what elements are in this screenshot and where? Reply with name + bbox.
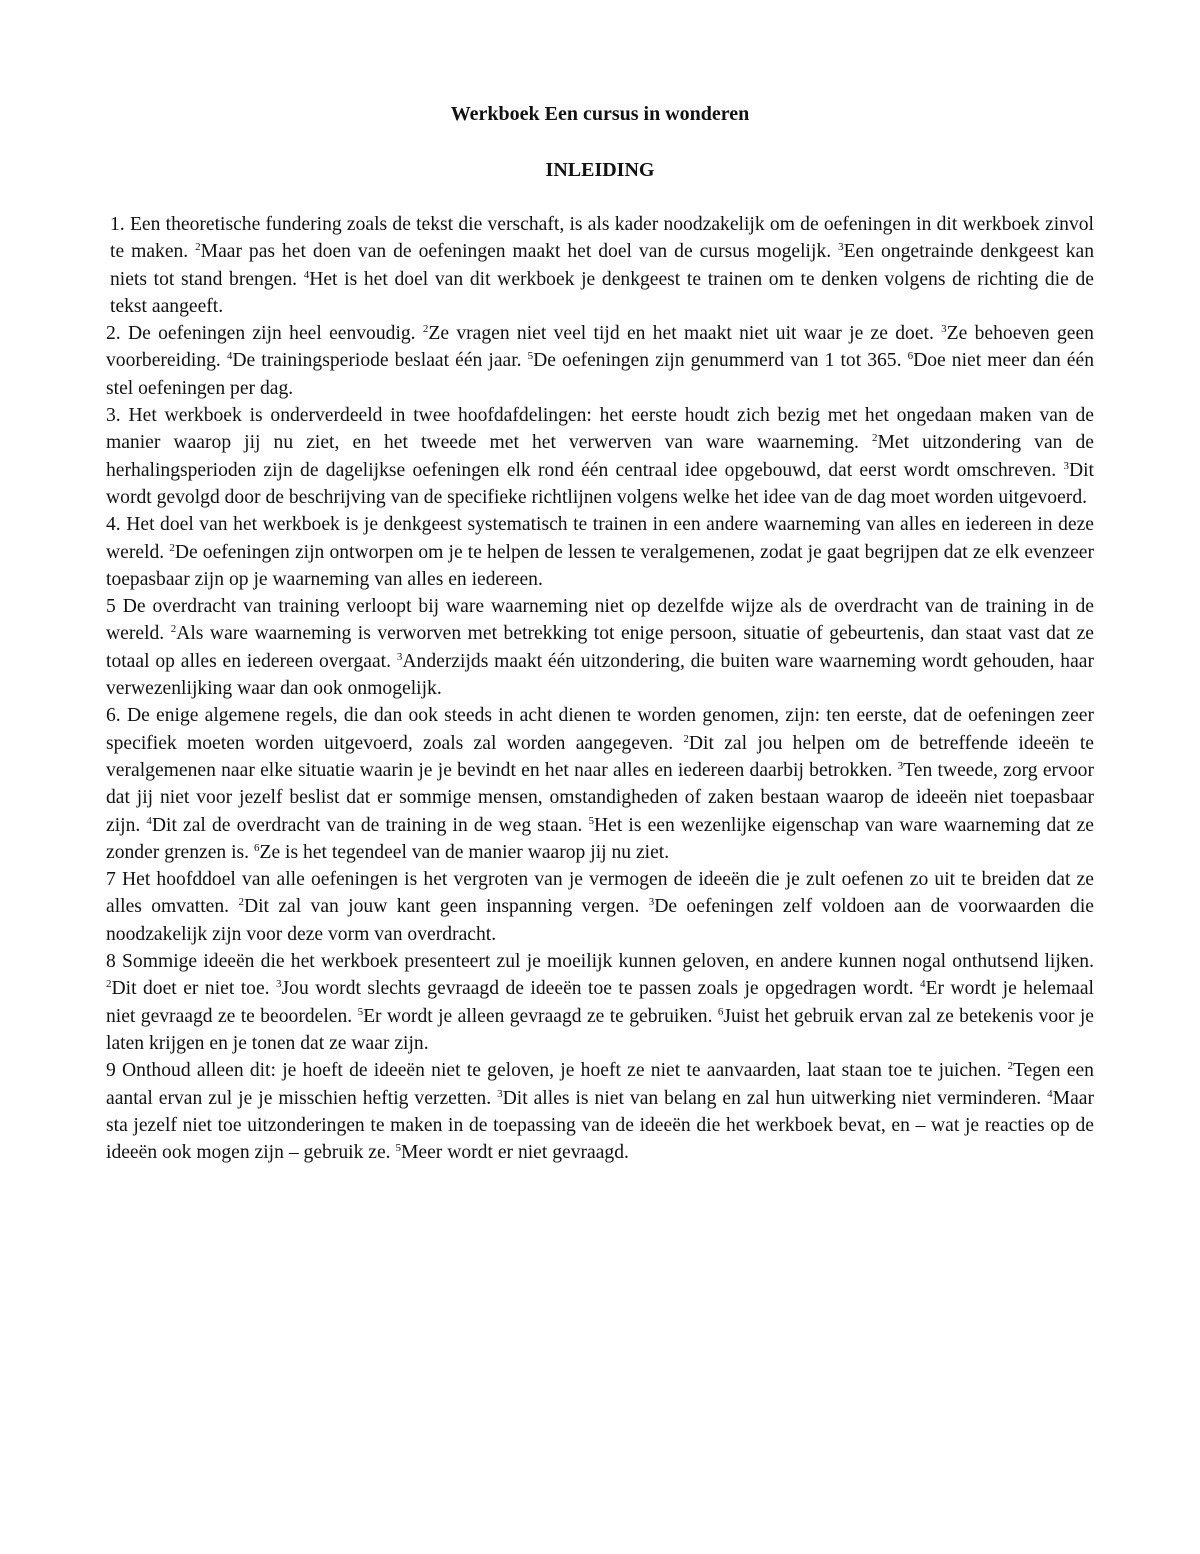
sentence-number: 3 [648,896,655,909]
sentence-text: Maar pas het doen van de oefeningen maakt het doel van de cursus mogelijk. [200,241,839,263]
sentence-text: Het doel van het werkboek is je denkgeest systematisch te trainen in een andere waarneming van alles en iedereen in deze wereld. [106,514,1094,563]
sentence-number: 6 [253,841,260,854]
section-title: INLEIDING [545,159,655,181]
sentence-text: De oefeningen zijn ontworpen om je te helpen de lessen te veralgemenen, zodat je gaat begrijpen dat ze elk evenzeer toepasbaar zijn op je waarneming van alles en iedereen. [106,541,1094,590]
paragraph-1 [106,211,1094,320]
sentence-text: Juist het gebruik ervan zal ze betekenis voor je laten krijgen en je tonen dat ze waar zijn. [106,1005,1094,1054]
sentence-number: 3 [396,650,403,663]
sentence-text: Sommige ideeën die het werkboek presenteert zul je moeilijk kunnen geloven, en andere kunnen nogal onthutsend lijken. [122,951,1094,973]
paragraph-3 [106,402,1094,511]
paragraph-number: 7 [106,869,116,891]
paragraph-number: 6. [106,705,121,727]
paragraph-number: 9 [106,1060,116,1082]
sentence-number: 2 [683,732,689,745]
paragraph-number: 5 [106,596,116,618]
sentence-number: 2 [871,432,878,445]
sentence-text: Dit alles is niet van belang en zal hun uitwerking niet verminderen. [502,1087,1048,1109]
sentence-text: Dit wordt gevolgd door de beschrijving van de specifieke richtlijnen volgens welke het idee van de dag moet worden uitgevoerd. [106,459,1094,508]
sentence-text: Ze behoeven geen voorbereiding. [106,323,1094,372]
sentence-text: Een theoretische fundering zoals de tekst die verschaft, is als kader noodzakelijk om de oefeningen in dit werkboek zinvol te maken. [110,214,1094,263]
sentence-text: De enige algemene regels, die dan ook steeds in acht dienen te worden genomen, zijn: ten eerste, dat de oefeningen zeer specifiek moeten worden uitgevoerd, zoals zal worden aangegeven. [106,705,1095,754]
paragraph-7 [106,866,1094,948]
sentence-number: 3 [276,978,282,991]
sentence-text: De oefeningen zijn heel eenvoudig. [128,323,423,345]
sentence-number: 3 [838,241,844,254]
sentence-text: Als ware waarneming is verworven met betrekking tot enige persoon, situatie of gebeurtenis, dan staat vast dat ze totaal op alles en iedereen overgaat. [106,623,1094,672]
sentence-number: 3 [941,323,947,336]
paragraph-8 [106,948,1094,1057]
sentence-text: De oefeningen zijn genummerd van 1 tot 365. [533,350,908,372]
sentence-number: 2 [422,323,429,336]
sentence-text: Er wordt je helemaal niet gevraagd ze te beoordelen. [106,978,1094,1027]
sentence-text: Jou wordt slechts gevraagd de ideeën toe te passen zoals je opgedragen wordt. [281,978,921,1000]
sentence-text: Dit zal de overdracht van de training in de weg staan. [151,814,589,836]
sentence-text: Het is een wezenlijke eigenschap van ware waarneming dat ze zonder grenzen is. [106,814,1094,863]
sentence-number: 2 [169,541,175,554]
sentence-text: Dit zal van jouw kant geen inspanning vergen. [243,896,649,918]
sentence-number: 5 [395,1142,401,1155]
sentence-number: 3 [1063,459,1069,472]
sentence-number: 4 [303,268,310,281]
paragraph-number: 2. [106,323,121,345]
sentence-text: De overdracht van training verloopt bij ware waarneming niet op dezelfde wijze als de overdracht van de training in de wereld. [106,596,1094,645]
sentence-number: 2 [195,241,201,254]
sentence-number: 5 [357,1005,364,1018]
sentence-number: 6 [717,1005,724,1018]
sentence-number: 6 [907,350,914,363]
paragraph-number: 4. [106,514,121,536]
sentence-text: Ten tweede, zorg ervoor dat jij niet voor jezelf beslist dat er sommige mensen, omstandigheden of zaken bestaan waarop de ideeën niet toepasbaar zijn. [106,759,1094,836]
sentence-text: Maar sta jezelf niet toe uitzonderingen te maken in de toepassing van de ideeën die het werkboek bevat, en – wat je reacties op de ideeën ook mogen zijn – gebruik ze. [106,1087,1094,1164]
sentence-number: 4 [920,978,926,991]
sentence-number: 3 [497,1087,503,1100]
sentence-text: Anderzijds maakt één uitzondering, die buiten ware waarneming wordt gehouden, haar verwezenlijking waar dan ook onmogelijk. [106,650,1095,700]
sentence-number: 2 [106,978,112,991]
sentence-number: 2 [1007,1060,1013,1073]
paragraph-2 [106,320,1094,402]
sentence-number: 4 [1047,1087,1053,1100]
sentence-number: 4 [226,350,233,363]
paragraph-number: 3. [106,405,121,427]
paragraph-9 [106,1057,1094,1166]
sentence-text: Het is het doel van dit werkboek je denkgeest te trainen om te denken volgens de richting die de tekst aangeeft. [110,268,1094,317]
sentence-text: Er wordt je alleen gevraagd ze te gebruiken. [363,1005,718,1027]
sentence-text: Een ongetrainde denkgeest kan niets tot stand brengen. [110,241,1095,290]
sentence-text: Doe niet meer dan één stel oefeningen per dag. [106,350,1094,399]
sentence-text: De oefeningen zelf voldoen aan de voorwaarden die noodzakelijk zijn voor deze vorm van overdracht. [106,896,1094,945]
paragraph-6 [106,702,1094,866]
sentence-text: Het werkboek is onderverdeeld in twee hoofdafdelingen: het eerste houdt zich bezig met het ongedaan maken van de manier waarop jij nu ziet, en het tweede met het verwerven van ware waarneming. [106,405,1095,454]
paragraph-number: 1. [110,214,125,235]
sentence-number: 5 [527,350,534,363]
sentence-number: 2 [170,623,177,636]
document-title: Werkboek Een cursus in wonderen [450,103,750,125]
sentence-text: Ze vragen niet veel tijd en het maakt niet uit waar je ze doet. [428,323,942,345]
sentence-text: Met uitzondering van de herhalingsperioden zijn de dagelijkse oefeningen elk rond één centraal idee opgebouwd, dat eerst wordt omschreven. [106,432,1094,481]
sentence-number: 3 [897,759,904,772]
paragraph-4 [106,511,1094,593]
sentence-text: Onthoud alleen dit: je hoeft de ideeën niet te geloven, je hoeft ze niet te aanvaarden, laat staan toe te juichen. [122,1060,1008,1082]
sentence-text: Ze is het tegendeel van de manier waarop jij nu ziet. [259,841,670,863]
sentence-text: Het hoofddoel van alle oefeningen is het vergroten van je vermogen de ideeën die je zult oefenen zo uit te breiden dat ze alles omvatten. [106,869,1094,918]
sentence-text: Dit doet er niet toe. [111,978,277,1000]
paragraph-5 [106,593,1094,702]
sentence-text: Dit zal jou helpen om de betreffende ideeën te veralgemenen naar elke situatie waarin je je bevindt en het naar alles en iedereen daarbij betrokken. [106,732,1094,781]
sentence-number: 4 [146,814,152,827]
document-body [106,211,1094,1166]
sentence-number: 5 [588,814,594,827]
document-page [106,100,1094,1166]
sentence-text: Tegen een aantal ervan zul je je misschien heftig verzetten. [106,1060,1094,1109]
sentence-text: Meer wordt er niet gevraagd. [400,1142,629,1164]
paragraph-number: 8 [106,951,116,973]
sentence-number: 2 [238,896,244,909]
sentence-text: De trainingsperiode beslaat één jaar. [232,350,528,372]
